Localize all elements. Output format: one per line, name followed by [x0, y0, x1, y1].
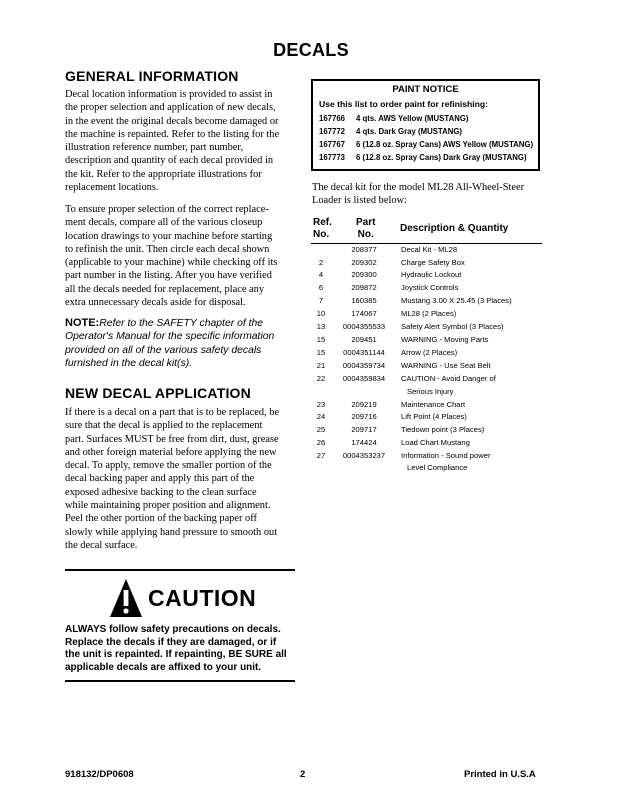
para-line: exposed adhesive backing to the clean surface: [65, 486, 257, 498]
para-line: all the decals needed for replacement, place any: [65, 283, 265, 295]
part-number: 209302: [351, 258, 377, 267]
description-continued: Level Compliance: [407, 463, 468, 472]
paint-notice-box: [311, 79, 540, 171]
ref-number: 23: [316, 400, 326, 409]
paint-part-number: 167766: [319, 114, 346, 123]
para-line: Decal location information is provided to assist in: [65, 89, 273, 100]
paint-description: 4 qts. Dark Gray (MUSTANG): [356, 127, 463, 136]
para-line: the machine is repainted. Refer to the listing for the: [65, 128, 280, 140]
caution-bottom-rule: [65, 680, 295, 682]
para-line: extra unnecessary decals aside for disposal.: [65, 297, 246, 309]
caution-line: ALWAYS follow safety precautions on decals.: [65, 624, 281, 635]
new-decal-application-heading: NEW DECAL APPLICATION: [65, 385, 251, 401]
ref-number: 27: [316, 451, 326, 460]
note-label: NOTE:: [65, 317, 100, 329]
description: Hydraulic Lockout: [401, 270, 462, 279]
para-line: part. Surfaces MUST be free from dirt, dust, grease: [65, 433, 279, 445]
paint-part-number: 167767: [319, 140, 346, 149]
description: Information - Sound power: [401, 451, 491, 460]
para-line: decal. To apply, remove the smaller portion of the: [65, 460, 272, 472]
ref-number: 15: [316, 348, 326, 357]
safety-alert-icon: [108, 577, 144, 619]
note-line: furnished in the decal kit(s).: [65, 358, 193, 370]
caution-word: CAUTION: [148, 585, 257, 611]
description: Decal Kit - ML28: [401, 245, 458, 254]
paint-notice-row: [319, 127, 462, 136]
header-ref-no: [313, 217, 332, 241]
description: Charge Safety Box: [401, 258, 465, 267]
description: Joystick Controls: [401, 283, 459, 292]
header-text: Ref.: [313, 217, 332, 228]
ref-number: 25: [316, 425, 326, 434]
ref-number: 15: [316, 335, 326, 344]
ref-number: 2: [318, 258, 324, 267]
general-information-para2: [65, 203, 305, 309]
para-line: illustration reference number, part number,: [65, 142, 244, 154]
ref-number: 6: [318, 283, 324, 292]
part-number: 209300: [351, 270, 377, 279]
para-line: and other foreign material before applying the new: [65, 446, 277, 458]
ref-number: 13: [316, 322, 326, 331]
paint-description: 4 qts. AWS Yellow (MUSTANG): [356, 114, 469, 123]
part-number: 160385: [351, 296, 377, 305]
part-number: 0004355533: [342, 322, 386, 331]
para-line: (applicable to your machine) while checking off its: [65, 257, 278, 269]
part-number: 0004359734: [342, 361, 386, 370]
header-text: Part: [356, 217, 376, 228]
description: Arrow (2 Places): [401, 348, 458, 357]
ref-number: 24: [316, 412, 326, 421]
para-line: To ensure proper selection of the correct replace-: [65, 204, 269, 215]
header-text: No.: [313, 229, 330, 240]
para-line: decal backing paper and apply this part of the: [65, 473, 255, 485]
paint-description: 6 (12.8 oz. Spray Cans) Dark Gray (MUSTANG): [356, 153, 527, 162]
paint-notice-title: PAINT NOTICE: [392, 84, 459, 95]
para-line: sure that the decal is applied to the replacement: [65, 420, 263, 432]
general-information-heading: GENERAL INFORMATION: [65, 68, 239, 84]
paint-notice-subtitle: Use this list to order paint for refinishing:: [319, 99, 489, 109]
para-line: to refinish the unit. Then circle each decal shown: [65, 243, 270, 255]
para-line: while maintaining proper position and alignment.: [65, 500, 271, 512]
header-part-no: [356, 217, 375, 241]
description: CAUTION - Avoid Danger of: [401, 374, 496, 383]
paint-description: 6 (12.8 oz. Spray Cans) AWS Yellow (MUSTANG): [356, 140, 534, 149]
header-text: No.: [357, 229, 374, 240]
general-information-para1: [65, 88, 305, 194]
page-title: DECALS: [273, 40, 349, 60]
para-line: the kit. Refer to the appropriate illustrations for: [65, 168, 262, 180]
ref-number: 22: [316, 374, 326, 383]
para-line: the decal surface.: [65, 539, 138, 551]
caution-line: applicable decals are affixed to your unit.: [65, 661, 262, 673]
description: Lift Point (4 Places): [401, 412, 467, 421]
ref-number: 4: [318, 270, 324, 279]
ref-number: 21: [316, 361, 326, 370]
caution-line: Replace the decals if they are damaged, or if: [65, 636, 277, 648]
caution-text: [65, 624, 297, 674]
description: Mustang 3.00 X 25.45 (3 Places): [401, 296, 512, 305]
para-line: part number in the listing. After you have verified: [65, 270, 272, 282]
caution-top-rule: [65, 569, 295, 571]
decal-kit-intro: [312, 181, 542, 207]
description: Tiedown point (3 Places): [401, 425, 485, 434]
safety-note: [65, 317, 305, 371]
part-number: 174067: [351, 309, 377, 318]
table-header-rule: [311, 243, 542, 244]
footer-page-number: 2: [300, 769, 306, 780]
para-line: If there is a decal on a part that is to be replaced, be: [65, 407, 280, 418]
part-number: 0004359834: [342, 374, 386, 383]
ref-number: 26: [316, 438, 326, 447]
part-number: 0004353237: [342, 451, 386, 460]
part-number: 209451: [351, 335, 377, 344]
para-line: slowly while applying hand pressure to smooth out: [65, 526, 278, 538]
description: Safety Alert Symbol (3 Places): [401, 322, 504, 331]
intro-line: Loader is listed below:: [312, 195, 407, 206]
part-number: 0004351144: [343, 348, 385, 357]
part-number: 174424: [351, 438, 377, 447]
part-number: 209219: [351, 400, 377, 409]
intro-line: The decal kit for the model ML28 All-Wheel-Steer: [312, 182, 525, 193]
part-number: 209717: [351, 425, 377, 434]
paint-part-number: 167773: [319, 153, 346, 162]
description: Maintenance Chart: [401, 400, 466, 409]
para-line: in the event the original decals become damaged or: [65, 115, 279, 127]
note-line: Refer to the SAFETY chapter of the: [99, 318, 264, 329]
para-line: description and quantity of each decal provided in: [65, 155, 274, 167]
note-line: Operator's Manual for the specific information: [65, 331, 275, 343]
footer-document-number: 918132/DP0608: [65, 769, 134, 780]
para-line: location drawings to your machine before starting: [65, 230, 273, 242]
footer-printed-in: Printed in U.S.A: [464, 769, 536, 780]
part-number: 208377: [351, 245, 377, 254]
header-description: Description & Quantity: [400, 223, 509, 234]
paint-notice-row: [319, 140, 533, 149]
paint-notice-row: [319, 153, 527, 162]
part-number: 209872: [351, 283, 377, 292]
part-number: 209716: [351, 412, 377, 421]
paint-notice-row: [319, 114, 469, 123]
para-line: Peel the other portion of the backing paper off: [65, 513, 257, 525]
ref-number: 7: [318, 296, 324, 305]
ref-number: 10: [316, 309, 326, 318]
paint-part-number: 167772: [319, 127, 346, 136]
para-line: ment decals, compare all of the various closeup: [65, 217, 263, 229]
description-continued: Serious Injury: [407, 387, 454, 396]
para-line: replacement locations.: [65, 182, 159, 194]
para-line: the proper selection and application of new decals,: [65, 102, 276, 114]
description: Load Chart Mustang: [401, 438, 470, 447]
description: WARNING - Use Seat Belt: [401, 361, 491, 370]
note-line: provided on all of the various safety decals: [65, 344, 262, 356]
caution-line: the unit is repainted. If repainting, BE SURE all: [65, 649, 287, 660]
description: WARNING - Moving Parts: [401, 335, 489, 344]
description: ML28 (2 Places): [401, 309, 457, 318]
new-decal-application-para: [65, 406, 305, 552]
